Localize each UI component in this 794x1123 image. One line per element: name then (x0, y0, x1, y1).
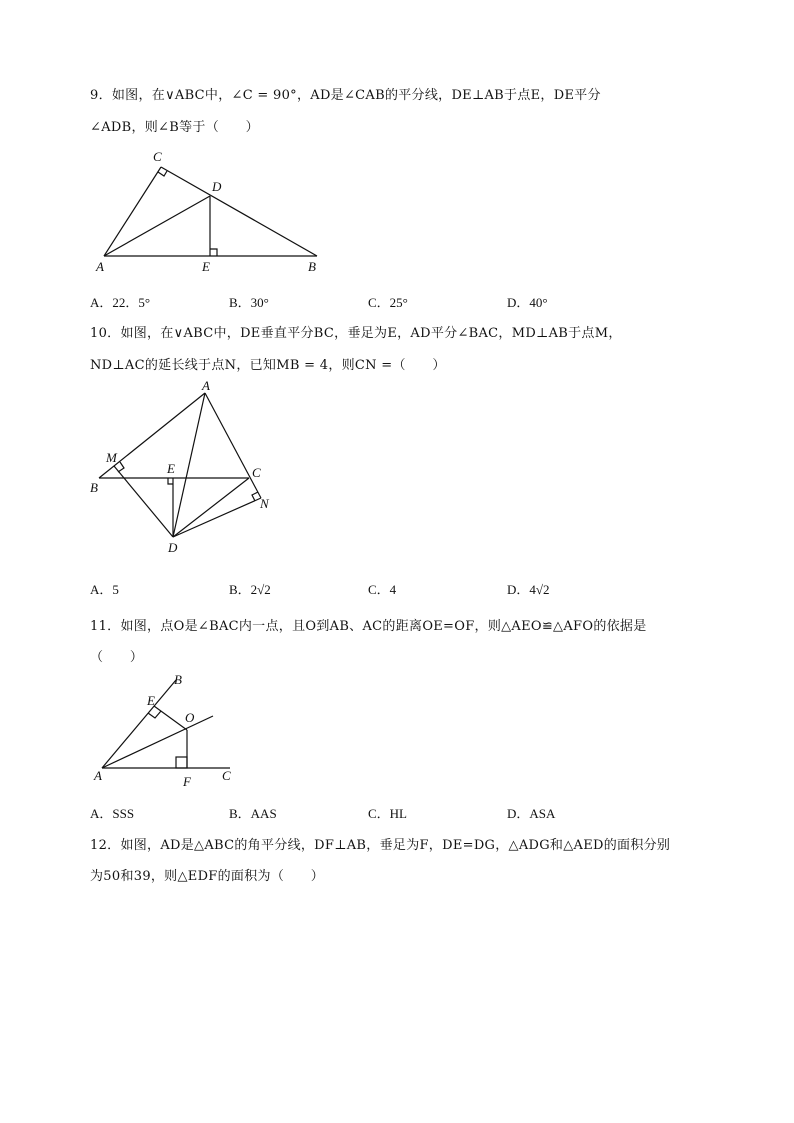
q9-segment-cb (161, 167, 317, 256)
q11-option-b: B．AAS (229, 806, 277, 821)
q11-label-o: O (185, 710, 195, 725)
q10-right-angle-m (118, 462, 124, 472)
q10-label-n: N (260, 496, 269, 511)
q11-label-e: E (147, 693, 155, 708)
q12-text-line1: 12．如图，AD是△ABC的角平分线，DF⊥AB，垂足为F，DE=DG，△ADG和△AED的面积分别 (90, 838, 671, 853)
q11-text-line2: （ ） (90, 650, 144, 665)
q10-segment-nd (173, 498, 261, 537)
q9-option-c: C．25° (368, 295, 408, 310)
q10-label-m: M (106, 450, 117, 465)
q9-option-b: B．30° (229, 295, 269, 310)
q11-segment-eo (154, 706, 187, 730)
q9-label-b: B (308, 259, 316, 274)
q10-segment-md (114, 466, 173, 537)
q11-label-a: A (94, 768, 102, 783)
q10-label-e: E (167, 461, 175, 476)
q11-option-c: C．HL (368, 806, 408, 821)
q9-triangle-figure (90, 145, 330, 275)
q10-text-line2: ND⊥AC的延长线于点N，已知MB = 4，则CN =（ ） (90, 358, 446, 373)
q11-right-angle-e (148, 711, 161, 718)
q11-label-c: C (222, 768, 231, 783)
q10-label-b: B (90, 480, 98, 495)
q11-text-line1: 11．如图，点O是∠BAC内一点，且O到AB、AC的距离OE=OF，则△AEO≌△AFO的依据是 (90, 619, 647, 634)
q9-segment-ad (104, 196, 210, 256)
q10-right-angle-e (168, 478, 173, 484)
q10-segment-an (205, 393, 261, 498)
q9-right-angle-c (158, 171, 167, 176)
q9-label-d: D (212, 179, 222, 194)
q9-option-d: D．40° (507, 295, 548, 310)
q9-text-line1: 9．如图，在∨ABC中，∠C = 90°，AD是∠CAB的平分线，DE⊥AB于点E，DE平分 (90, 88, 601, 103)
q9-text-line2: ∠ADB，则∠B等于（ ） (90, 120, 259, 135)
q10-option-b: B．2√2 (229, 582, 271, 597)
q11-ray-ab (102, 680, 176, 768)
q11-ray-ao (102, 716, 213, 768)
q10-label-c: C (252, 465, 261, 480)
q9-right-angle-e (210, 249, 217, 256)
q10-option-d: D．4√2 (507, 582, 550, 597)
q11-label-b: B (174, 672, 182, 687)
q10-option-a: A．5 (90, 582, 119, 597)
q10-text-line1: 10．如图，在∨ABC中，DE垂直平分BC，垂足为E，AD平分∠BAC，MD⊥AB于点M， (90, 326, 622, 341)
q9-segment-ac (104, 167, 161, 256)
q11-label-f: F (183, 774, 191, 789)
q9-label-c: C (153, 149, 162, 164)
q11-right-angle-f (176, 757, 187, 768)
q11-option-d: D．ASA (507, 806, 556, 821)
q10-option-c: C．4 (368, 582, 397, 597)
q9-label-a: A (96, 259, 104, 274)
q9-option-a: A．22．5° (90, 295, 151, 310)
q11-option-a: A．SSS (90, 806, 135, 821)
q9-label-e: E (202, 259, 210, 274)
q10-label-d: D (168, 540, 178, 555)
q11-angle-figure (90, 670, 250, 795)
q10-label-a: A (202, 378, 210, 393)
q12-text-line2: 为50和39，则△EDF的面积为（ ） (90, 869, 325, 884)
q10-geometry-figure (85, 380, 285, 560)
